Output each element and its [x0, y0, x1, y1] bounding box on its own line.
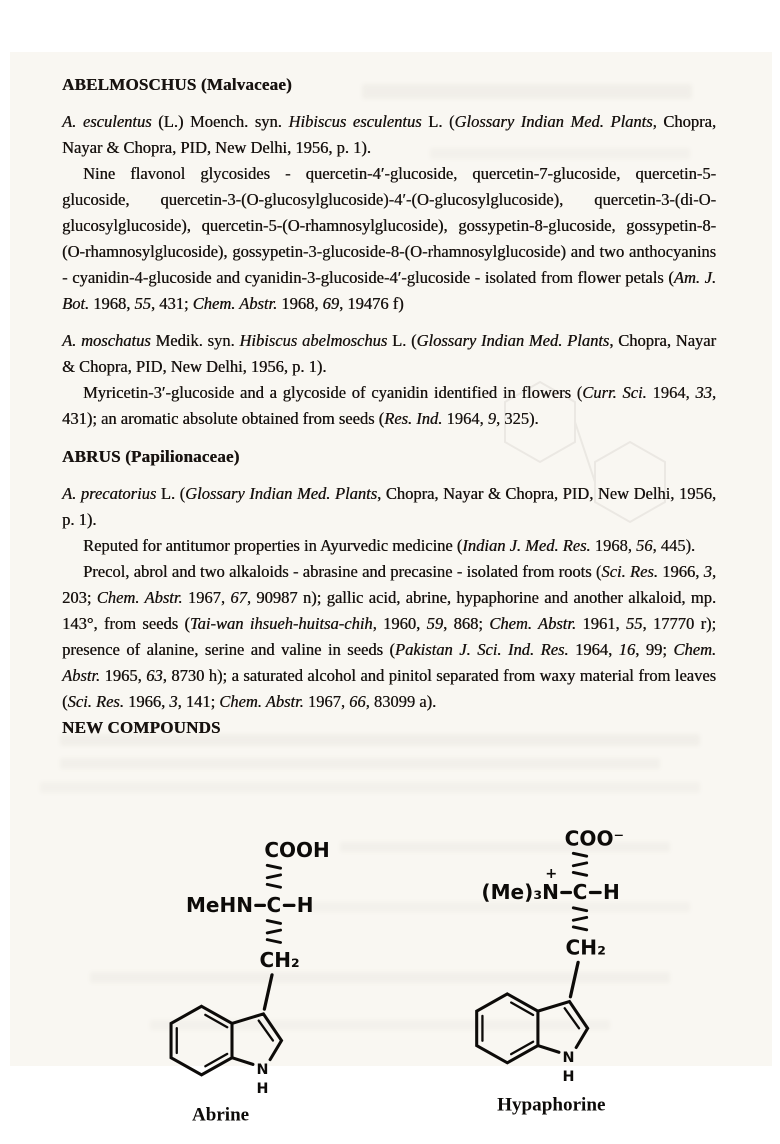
- ring-nh-label: H: [256, 1080, 269, 1097]
- species-entry-precatorius: A. precatorius L. (Glossary Indian Med. Plants, Chopra, Nayar & Chopra, PID, New Delhi, 1956, p. 1).: [62, 484, 716, 529]
- methylene-label: CH₂: [565, 935, 606, 960]
- alpha-carbon-label: C: [266, 893, 282, 917]
- bleedthrough-smudge: [60, 758, 660, 769]
- indole-ring: [171, 1006, 281, 1097]
- methylene-label: CH₂: [259, 948, 300, 973]
- benzene-ring: [477, 994, 538, 1063]
- trimethylamine-label: (Me)₃N: [481, 880, 559, 905]
- figure-caption: Abrine: [192, 1104, 250, 1126]
- figure-abrine: [152, 832, 352, 1137]
- benzene-ring: [171, 1006, 232, 1075]
- abrine-structure: [152, 832, 352, 1132]
- section-heading-abrus: ABRUS (Papilionaceae): [62, 447, 240, 466]
- single-bond: [264, 975, 272, 1009]
- positive-charge-label: +: [545, 866, 558, 883]
- stereo-bond: [573, 908, 586, 930]
- stereo-bond: [267, 921, 280, 943]
- pyrrole-ring: [538, 1002, 588, 1053]
- paragraph-precatorius-constituents: Precol, abrol and two alkaloids - abrasine and precasine - isolated from roots (Sci. Res. 1966, 3, 203; Chem. Abstr. 1967, 67, 90987 n); gallic acid, abrine, hypaphorine and another alkaloid, mp. 143°, from seeds (Tai-wan ihsueh-huitsa-chih, 1960, 59, 868; Chem. Abstr. 1961, 55, 17770 r); presence of alanine, serine and valine in seeds (Pakistan J. Sci. Ind. Res. 1964, 16, 99; Chem. Abstr. 1965, 63, 8730 h); a saturated alcohol and pinitol separated from waxy material from leaves (Sci. Res. 1966, 3, 141; Chem. Abstr. 1967, 66, 83099 a).: [62, 562, 717, 711]
- figure-caption: Hypaphorine: [497, 1094, 606, 1116]
- species-entry-esculentus: A. esculentus (L.) Moench. syn. Hibiscus esculentus L. (Glossary Indian Med. Plants, Chopra, Nayar & Chopra, PID, New Delhi, 1956, p. 1).: [62, 112, 716, 157]
- alpha-carbon-label: C: [572, 880, 588, 905]
- figure-hypaphorine: [448, 814, 668, 1131]
- alpha-hydrogen-label: H: [296, 893, 314, 917]
- section-heading-new-compounds: NEW COMPOUNDS: [62, 718, 221, 737]
- single-bond: [570, 962, 578, 996]
- carboxylate-label: COO⁻: [564, 826, 625, 851]
- ring-nitrogen-label: N: [562, 1049, 575, 1066]
- hypaphorine-structure: [448, 814, 668, 1126]
- stereo-bond: [573, 853, 586, 875]
- paragraph-moschatus-constituents: Myricetin-3′-glucoside and a glycoside of cyanidin identified in flowers (Curr. Sci. 1964, 33, 431); an aromatic absolute obtained from seeds (Res. Ind. 1964, 9, 325).: [62, 383, 716, 428]
- paragraph-precatorius-reputed: Reputed for antitumor properties in Ayurvedic medicine (Indian J. Med. Res. 1968, 56, 445).: [83, 536, 696, 555]
- stereo-bond: [267, 865, 280, 887]
- ring-nitrogen-label: N: [256, 1061, 269, 1078]
- scanned-page: [10, 52, 772, 1126]
- paragraph-esculentus-constituents: Nine flavonol glycosides - quercetin-4′-glucoside, quercetin-7-glucoside, quercetin-5-glucoside, quercetin-3-(O-glucosylglucoside)-4′-(O-glucosylglucoside), quercetin-3-(di-O-glucosylglucoside), quercetin-5-(O-rhamnosylglucoside), gossypetin-8-glucoside, gossypetin-8-(O-rhamnosylglucoside), gossypetin-3-glucoside-8-(O-rhamnosylglucoside) and two anthocyanins - cyanidin-4-glucoside and cyanidin-3-glucoside-4′-glucoside - isolated from flower petals (Am. J. Bot. 1968, 55, 431; Chem. Abstr. 1968, 69, 19476 f): [62, 164, 716, 313]
- carboxyl-label: COOH: [264, 837, 330, 862]
- alpha-hydrogen-label: H: [602, 880, 620, 905]
- bleedthrough-smudge: [40, 782, 700, 793]
- section-heading-abelmoschus: ABELMOSCHUS (Malvaceae): [62, 75, 292, 94]
- species-entry-moschatus: A. moschatus Medik. syn. Hibiscus abelmoschus L. (Glossary Indian Med. Plants, Chopra, Nayar & Chopra, PID, New Delhi, 1956, p. 1).: [62, 331, 716, 376]
- indole-ring: [477, 994, 588, 1085]
- ring-nh-label: H: [562, 1068, 575, 1085]
- structures-row: [10, 814, 780, 1144]
- amine-label: MeHN: [185, 893, 253, 917]
- pyrrole-ring: [232, 1014, 282, 1064]
- page-text: [62, 72, 716, 741]
